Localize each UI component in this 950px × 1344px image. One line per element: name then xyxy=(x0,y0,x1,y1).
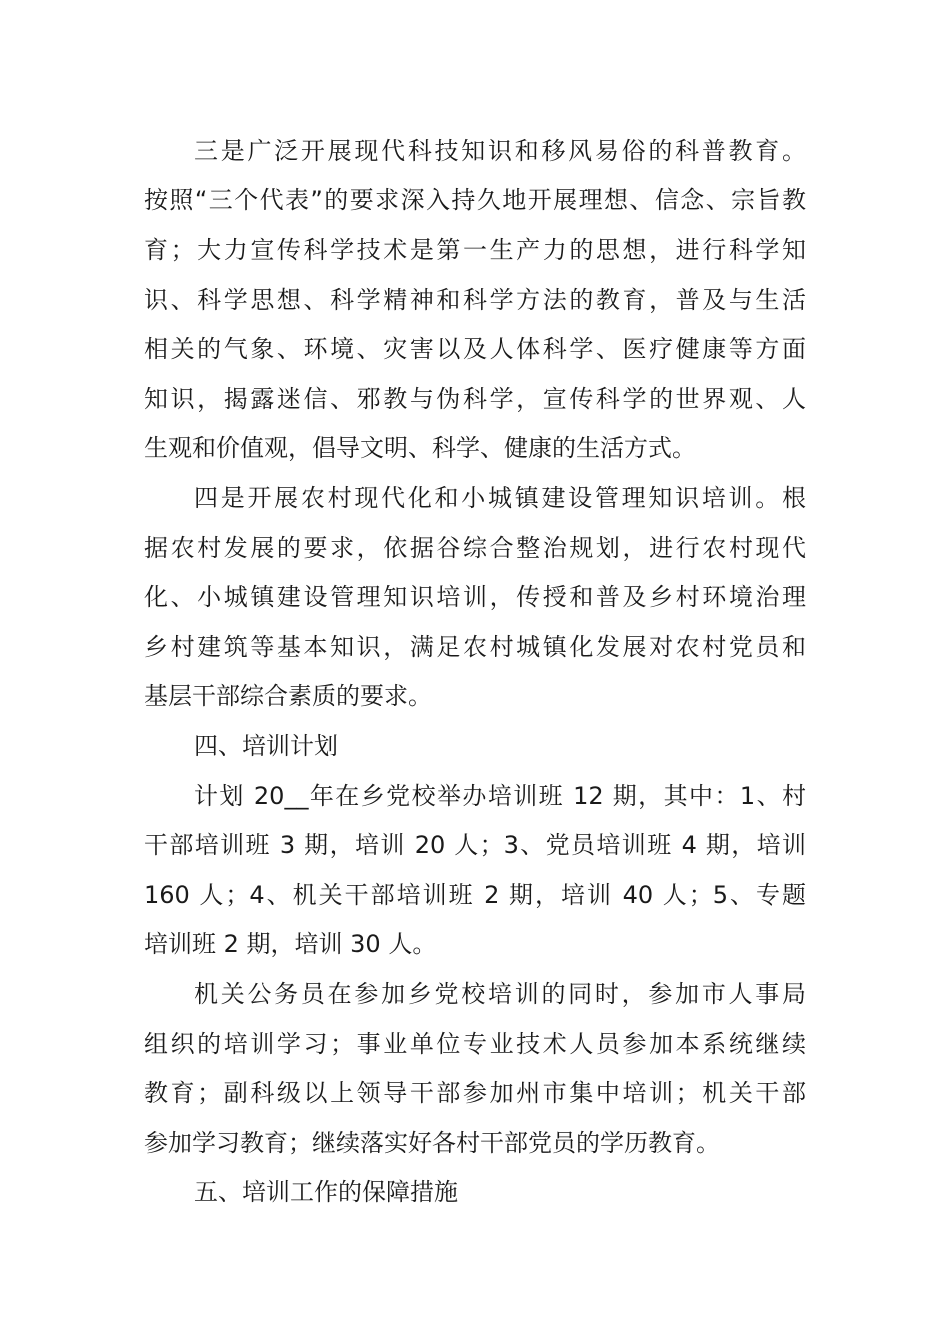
para-1-line-6: 知识，揭露迷信、邪教与伪科学，宣传科学的世界观、人 xyxy=(144,385,806,413)
para-4-line-2: 组织的培训学习；事业单位专业技术人员参加本系统继续 xyxy=(144,1030,806,1058)
para-2-line-5: 基层干部综合素质的要求。 xyxy=(144,682,432,710)
para-3-line-1: 计划 20__年在乡党校举办培训班 12 期，其中：1、村 xyxy=(194,782,806,810)
para-2-line-4: 乡村建筑等基本知识，满足农村城镇化发展对农村党员和 xyxy=(144,633,806,661)
para-1-line-2: 按照“三个代表”的要求深入持久地开展理想、信念、宗旨教 xyxy=(144,186,806,214)
para-1-line-1: 三是广泛开展现代科技知识和移风易俗的科普教育。 xyxy=(194,137,806,165)
section-heading-safeguards: 五、培训工作的保障措施 xyxy=(194,1178,458,1206)
para-4-line-1: 机关公务员在参加乡党校培训的同时，参加市人事局 xyxy=(194,980,806,1008)
para-2-line-2: 据农村发展的要求，依据谷综合整治规划，进行农村现代 xyxy=(144,534,806,562)
section-heading-training-plan: 四、培训计划 xyxy=(194,732,338,760)
para-3-line-3: 160 人；4、机关干部培训班 2 期，培训 40 人；5、专题 xyxy=(144,881,806,909)
para-4-line-4: 参加学习教育；继续落实好各村干部党员的学历教育。 xyxy=(144,1129,720,1157)
para-3-line-4: 培训班 2 期，培训 30 人。 xyxy=(144,930,437,958)
para-4-line-3: 教育；副科级以上领导干部参加州市集中培训；机关干部 xyxy=(144,1079,806,1107)
para-1-line-7: 生观和价值观，倡导文明、科学、健康的生活方式。 xyxy=(144,434,696,462)
para-1-line-3: 育；大力宣传科学技术是第一生产力的思想，进行科学知 xyxy=(144,236,806,264)
para-1-line-5: 相关的气象、环境、灾害以及人体科学、医疗健康等方面 xyxy=(144,335,806,363)
para-2-line-1: 四是开展农村现代化和小城镇建设管理知识培训。根 xyxy=(194,484,806,512)
para-2-line-3: 化、小城镇建设管理知识培训，传授和普及乡村环境治理 xyxy=(144,583,806,611)
para-3-line-2: 干部培训班 3 期，培训 20 人；3、党员培训班 4 期，培训 xyxy=(144,831,806,859)
para-1-line-4: 识、科学思想、科学精神和科学方法的教育，普及与生活 xyxy=(144,286,806,314)
